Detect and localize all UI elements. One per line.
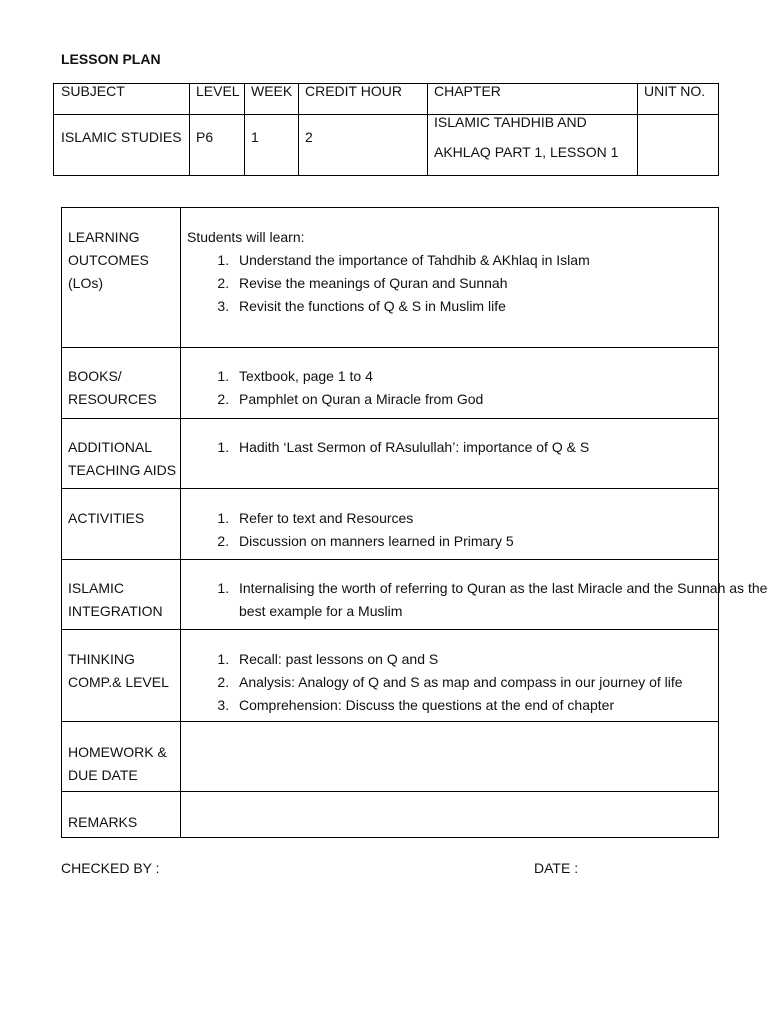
header-chapter: CHAPTER [434,83,501,99]
label-remarks: REMARKS [68,814,138,830]
list-item: 3. Revisit the functions of Q & S in Muslim life [233,295,590,318]
value-chapter-line1: ISLAMIC TAHDHIB AND [434,114,587,130]
learning-outcomes-intro: Students will learn: [187,229,305,245]
value-credit-hour: 2 [305,129,313,145]
list-item: 2. Revise the meanings of Quran and Sunnah [233,272,590,295]
thinking-content [187,648,683,717]
label-additional-teaching-aids: ADDITIONAL TEACHING AIDS [68,439,177,478]
header-credit-hour: CREDIT HOUR [305,83,402,99]
page-title: LESSON PLAN [61,51,161,67]
list-item: 3. Comprehension: Discuss the questions at the end of chapter [233,694,683,717]
header-unit-no: UNIT NO. [644,83,706,99]
list-item: 1. Recall: past lessons on Q and S [233,648,683,671]
books-resources-content [187,365,483,411]
list-item: 1. Understand the importance of Tahdhib & AKhlaq in Islam [233,249,590,272]
list-item: 1. Internalising the worth of referring to Quran as the last Miracle and the Sunnah as the best example for a Muslim [233,577,767,623]
header-subject: SUBJECT [61,83,125,99]
additional-aids-content [187,436,589,459]
lesson-plan-table [61,207,768,838]
list-item: 2. Discussion on manners learned in Primary 5 [233,530,514,553]
label-books-resources: BOOKS/ RESOURCES [68,368,157,407]
label-thinking-level: THINKING COMP.& LEVEL [68,651,169,690]
list-item: 2. Pamphlet on Quran a Miracle from God [233,388,483,411]
value-chapter-line2: AKHLAQ PART 1, LESSON 1 [434,144,619,160]
activities-content [187,507,514,553]
header-week: WEEK [251,83,293,99]
label-islamic-integration: ISLAMIC INTEGRATION [68,580,163,619]
checked-by-label: CHECKED BY : [61,860,160,876]
islamic-integration-content [187,577,767,623]
info-table [53,83,719,176]
list-item: 2. Analysis: Analogy of Q and S as map and compass in our journey of life [233,671,683,694]
list-item: 1. Refer to text and Resources [233,507,514,530]
header-level: LEVEL [196,83,240,99]
label-homework-due-date: HOMEWORK & DUE DATE [68,744,167,783]
date-label: DATE : [534,860,579,876]
list-item: 1. Textbook, page 1 to 4 [233,365,483,388]
value-level: P6 [196,129,214,145]
label-learning-outcomes: LEARNING OUTCOMES (LOs) [68,229,149,291]
value-week: 1 [251,129,259,145]
value-subject: ISLAMIC STUDIES [61,129,182,145]
list-item: 1. Hadith ‘Last Sermon of RAsulullah’: importance of Q & S [233,436,589,459]
learning-outcomes-content [187,226,590,318]
label-activities: ACTIVITIES [68,510,145,526]
